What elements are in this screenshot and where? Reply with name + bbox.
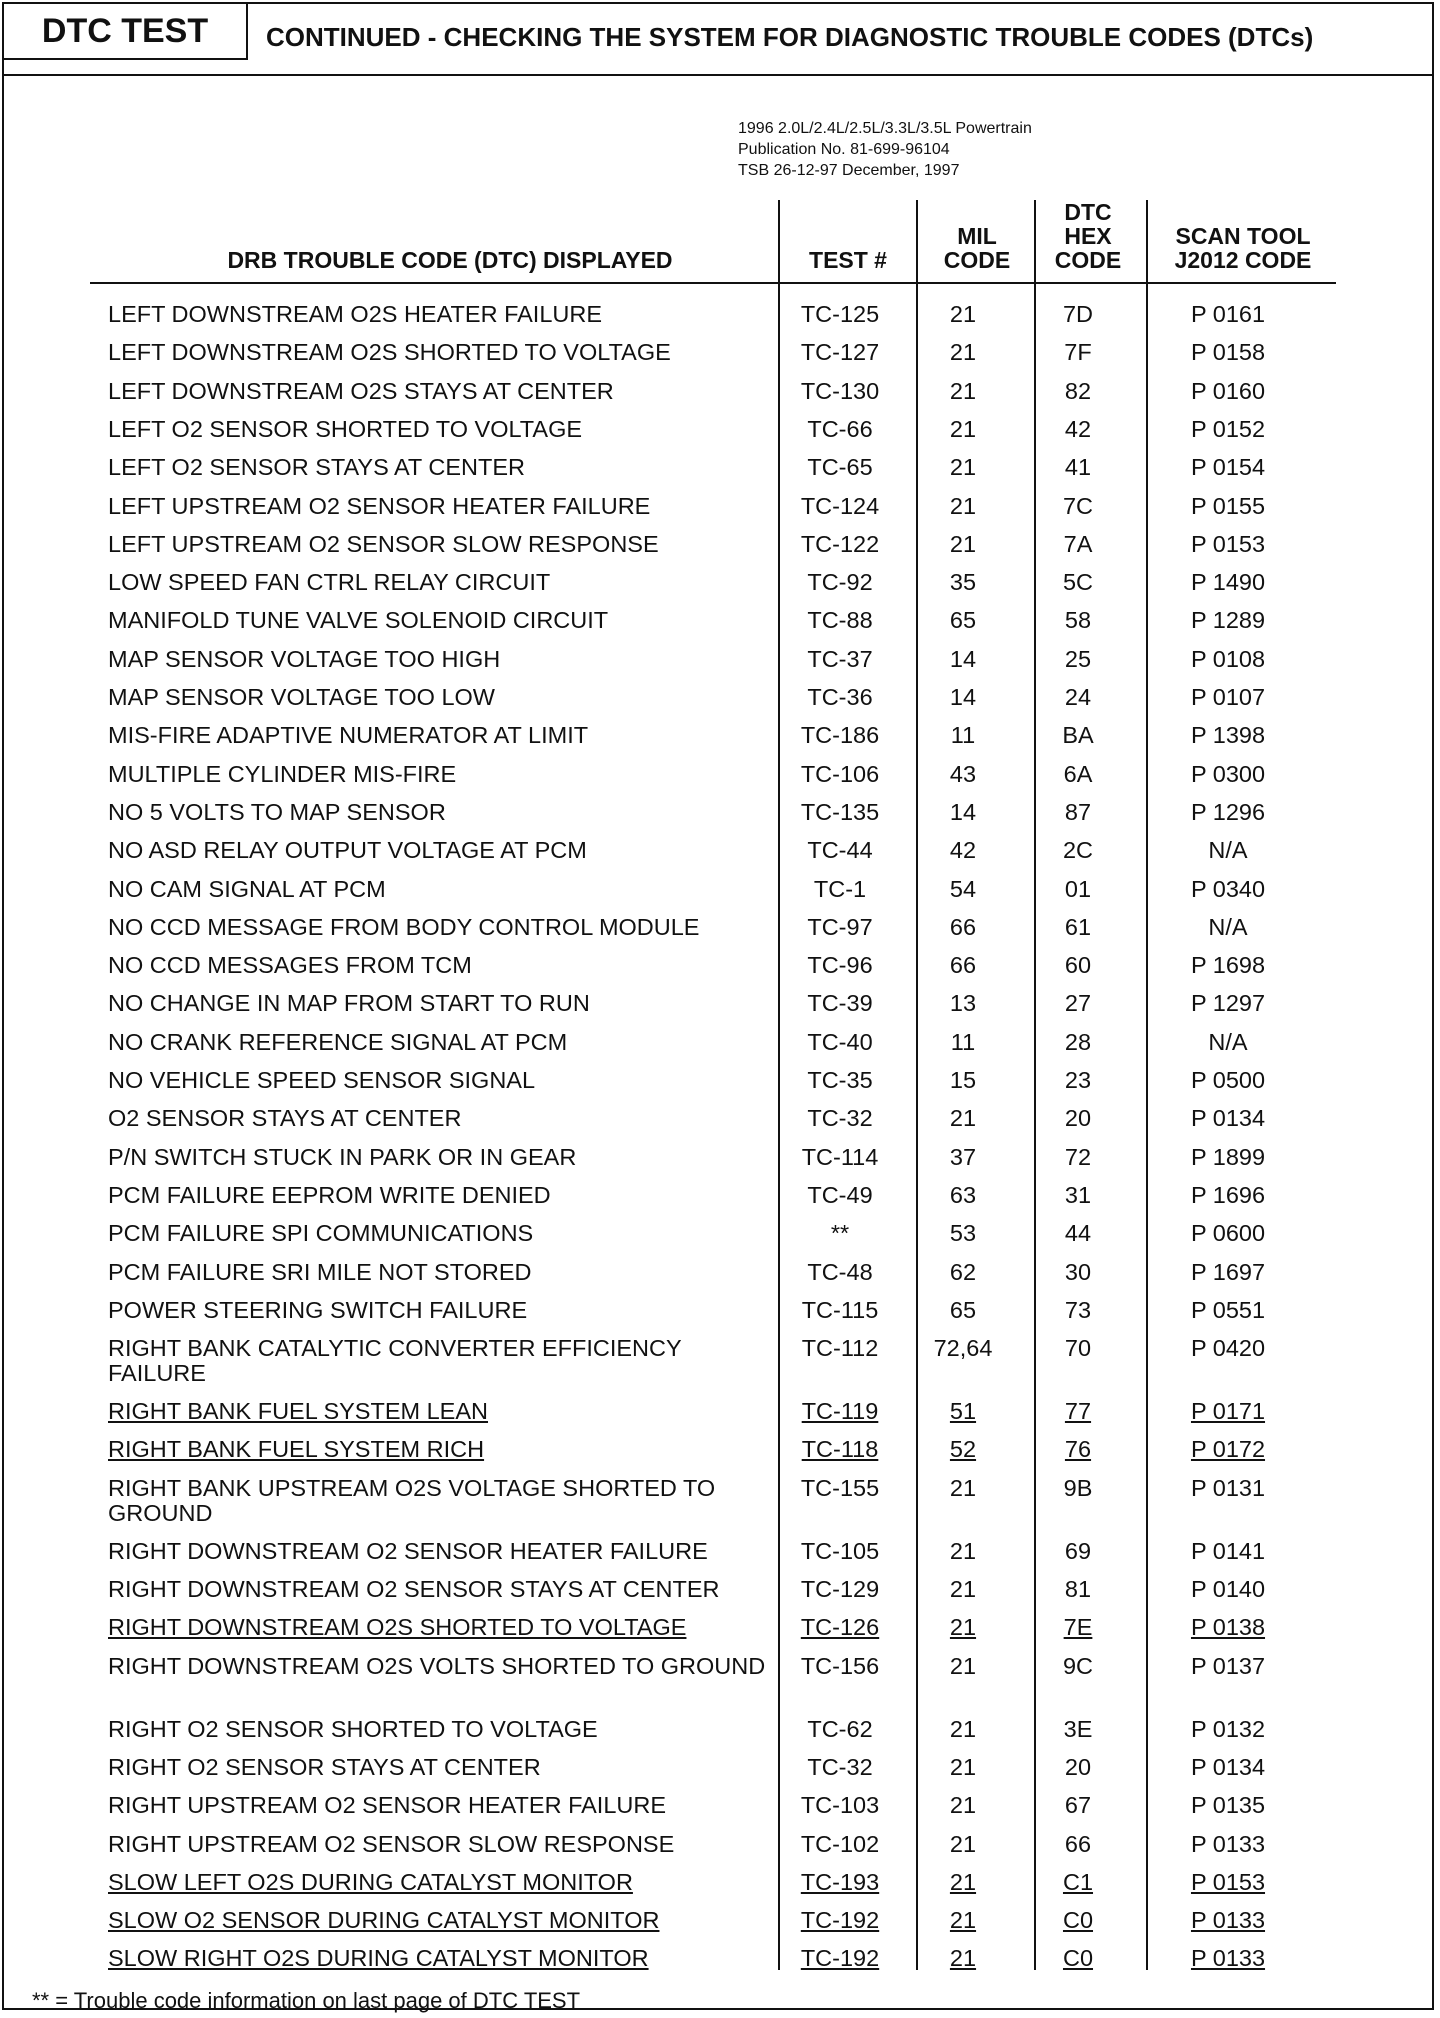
hex-code-cell: 60 [1064,952,1092,979]
column-header-label: CODE [1054,247,1122,273]
mil-code-cell: 13 [949,990,977,1017]
dtc-cell: PCM FAILURE EEPROM WRITE DENIED [108,1181,551,1208]
hex-code-cell: 25 [1064,645,1092,672]
hex-code-cell: 7A [1063,530,1093,557]
scan-tool-code-cell: P 0172 [1190,1436,1266,1463]
hex-code-cell: 7D [1062,301,1094,327]
test-number-cell: TC-129 [800,1576,880,1602]
dtc-cell: LEFT UPSTREAM O2 SENSOR SLOW RESPONSE [108,530,659,557]
test-number-cell: TC-118 [801,1436,879,1463]
mil-code-cell: 21 [949,339,977,366]
footnote: ** = Trouble code information on last page of DTC TEST [32,1988,581,2013]
test-number-cell: TC-127 [800,339,880,366]
dtc-cell: RIGHT UPSTREAM O2 SENSOR SLOW RESPONSE [108,1830,675,1857]
scan-tool-code-cell: P 0152 [1190,415,1266,442]
scan-tool-code-cell: P 0420 [1190,1335,1266,1362]
mil-code-cell: 14 [949,798,977,825]
hex-code-cell: 9C [1062,1652,1094,1679]
scan-tool-code-cell: P 1899 [1190,1143,1266,1170]
scan-tool-code-cell: P 0141 [1190,1537,1266,1564]
hex-code-cell: 66 [1064,1830,1092,1857]
hex-code-cell: 3E [1063,1715,1093,1742]
dtc-cell: RIGHT DOWNSTREAM O2 SENSOR HEATER FAILURE [108,1537,708,1564]
publication-line: TSB 26-12-97 December, 1997 [738,162,960,179]
dtc-cell: NO CRANK REFERENCE SIGNAL AT PCM [108,1028,568,1055]
test-number-cell: TC-106 [800,760,880,787]
test-number-cell: TC-97 [807,913,873,940]
scan-tool-code-cell: P 0137 [1190,1652,1266,1679]
test-number-cell: TC-155 [800,1474,880,1501]
test-number-cell: TC-119 [801,1398,879,1425]
column-header-label: TEST # [809,247,887,273]
dtc-cell: O2 SENSOR STAYS AT CENTER [108,1105,462,1132]
dtc-cell: RIGHT DOWNSTREAM O2 SENSOR STAYS AT CENTER [108,1576,720,1602]
scan-tool-code-cell: P 0138 [1190,1614,1266,1641]
column-header-label: MIL [957,223,997,249]
dtc-cell: NO 5 VOLTS TO MAP SENSOR [108,798,446,825]
mil-code-cell: 21 [949,454,977,481]
hex-code-cell: C0 [1062,1907,1094,1934]
test-number-cell: TC-1 [813,875,867,902]
test-number-cell: TC-88 [807,607,873,634]
dtc-cell: LEFT DOWNSTREAM O2S STAYS AT CENTER [108,377,614,404]
hex-code-cell: 31 [1064,1181,1092,1208]
mil-code-cell: 21 [949,492,977,519]
dtc-cell: RIGHT BANK CATALYTIC CONVERTER EFFICIENCY FAILURE [108,1335,682,1387]
test-number-cell: TC-126 [800,1614,880,1641]
test-number-cell: TC-193 [800,1868,880,1895]
dtc-cell: MIS-FIRE ADAPTIVE NUMERATOR AT LIMIT [108,722,589,749]
mil-code-cell: 54 [949,875,977,902]
dtc-cell: RIGHT DOWNSTREAM O2S VOLTS SHORTED TO GROUND [108,1652,766,1679]
scan-tool-code-cell: P 0171 [1190,1398,1266,1425]
hex-code-cell: 42 [1064,415,1092,442]
dtc-cell: SLOW O2 SENSOR DURING CATALYST MONITOR [108,1907,660,1934]
scan-tool-code-cell: N/A [1208,913,1248,940]
dtc-cell: LOW SPEED FAN CTRL RELAY CIRCUIT [108,569,551,596]
test-number-cell: TC-40 [807,1028,873,1055]
scan-tool-code-cell: P 1698 [1190,952,1266,979]
dtc-cell: LEFT O2 SENSOR STAYS AT CENTER [108,454,526,481]
test-number-cell: TC-112 [801,1335,879,1362]
test-number-cell: TC-62 [807,1715,873,1742]
column-header-label: J2012 CODE [1174,247,1312,273]
mil-code-cell: 21 [949,530,977,557]
dtc-cell: POWER STEERING SWITCH FAILURE [108,1296,528,1323]
dtc-cell: NO CCD MESSAGE FROM BODY CONTROL MODULE [108,913,700,940]
publication-info [738,118,1032,181]
scan-tool-code-cell: P 0133 [1190,1830,1266,1857]
mil-code-cell: 51 [949,1398,977,1425]
scan-tool-code-cell: P 1490 [1190,569,1266,596]
scan-tool-code-cell: P 1289 [1190,607,1266,634]
hex-code-cell: 7E [1063,1614,1093,1641]
dtc-cell: LEFT DOWNSTREAM O2S SHORTED TO VOLTAGE [108,339,671,366]
mil-code-cell: 21 [949,415,977,442]
scan-tool-code-cell: P 0153 [1190,530,1266,557]
mil-code-cell: 37 [949,1143,977,1170]
dtc-cell: RIGHT BANK FUEL SYSTEM RICH [108,1436,485,1463]
test-number-cell: TC-65 [807,454,873,481]
hex-code-cell: C1 [1062,1868,1094,1895]
dtc-cell: NO CAM SIGNAL AT PCM [108,875,386,902]
dtc-cell: RIGHT BANK FUEL SYSTEM LEAN [108,1398,489,1425]
dtc-cell: RIGHT O2 SENSOR STAYS AT CENTER [108,1753,541,1780]
scan-tool-code-cell: P 1297 [1190,990,1266,1017]
dtc-cell: RIGHT UPSTREAM O2 SENSOR HEATER FAILURE [108,1792,667,1819]
test-number-cell: TC-32 [807,1753,873,1780]
test-number-cell: TC-49 [807,1181,873,1208]
scan-tool-code-cell: P 0108 [1190,645,1266,672]
hex-code-cell: 67 [1064,1792,1092,1819]
scan-tool-code-cell: P 0134 [1190,1105,1266,1132]
page-header [4,4,1432,76]
dtc-cell: NO CHANGE IN MAP FROM START TO RUN [108,990,590,1017]
hex-code-cell: 81 [1064,1576,1092,1602]
test-number-cell: TC-124 [800,492,880,519]
mil-code-cell: 21 [949,1576,977,1602]
mil-code-cell: 35 [949,569,977,596]
test-number-cell: TC-192 [800,1945,880,1972]
scan-tool-code-cell: P 0340 [1190,875,1266,902]
dtc-cell: MAP SENSOR VOLTAGE TOO LOW [108,684,495,710]
scan-tool-code-cell: P 0551 [1190,1296,1266,1323]
scan-tool-code-cell: P 0600 [1190,1220,1266,1247]
mil-code-cell: 11 [950,1028,976,1055]
scan-tool-code-cell: P 0155 [1190,492,1266,519]
dtc-cell: MANIFOLD TUNE VALVE SOLENOID CIRCUIT [108,607,609,634]
mil-code-cell: 14 [949,645,977,672]
hex-code-cell: 82 [1064,377,1092,404]
mil-code-cell: 62 [949,1258,977,1285]
dtc-cell: SLOW LEFT O2S DURING CATALYST MONITOR [108,1868,633,1895]
scan-tool-code-cell: P 0161 [1190,301,1266,327]
test-number-cell: TC-44 [807,837,873,864]
dtc-cell: LEFT O2 SENSOR SHORTED TO VOLTAGE [108,415,583,442]
dtc-cell: PCM FAILURE SRI MILE NOT STORED [108,1258,532,1285]
scan-tool-code-cell: P 1697 [1190,1258,1266,1285]
mil-code-cell: 21 [949,1868,977,1895]
scan-tool-code-cell: N/A [1208,1028,1248,1055]
mil-code-cell: 72,64 [933,1335,993,1362]
test-number-cell: TC-115 [801,1296,879,1323]
hex-code-cell: 6A [1063,760,1093,787]
hex-code-cell: 9B [1063,1474,1093,1501]
hex-code-cell: C0 [1062,1945,1094,1972]
test-number-cell: TC-92 [807,569,873,596]
hex-code-cell: 01 [1064,875,1092,902]
header-divider [90,282,1336,284]
mil-code-cell: 14 [949,684,977,710]
test-number-cell: TC-114 [801,1143,879,1170]
dtc-cell: LEFT UPSTREAM O2 SENSOR HEATER FAILURE [108,492,651,519]
scan-tool-code-cell: P 0154 [1190,454,1266,481]
scan-tool-code-cell: P 0158 [1190,339,1266,366]
mil-code-cell: 65 [949,607,977,634]
mil-code-cell: 21 [949,1715,977,1742]
hex-code-cell: 5C [1062,569,1094,596]
mil-code-cell: 21 [949,1652,977,1679]
dtc-cell: SLOW RIGHT O2S DURING CATALYST MONITOR [108,1945,649,1972]
hex-code-cell: 58 [1064,607,1092,634]
test-number-cell: TC-135 [800,798,880,825]
mil-code-cell: 21 [949,301,977,327]
dtc-cell: RIGHT BANK UPSTREAM O2S VOLTAGE SHORTED TO GROUND [108,1474,716,1526]
scan-tool-code-cell: P 0132 [1190,1715,1266,1742]
test-number-cell: TC-37 [807,645,873,672]
scan-tool-code-cell: P 0153 [1190,1868,1266,1895]
mil-code-cell: 21 [949,1830,977,1857]
scan-tool-code-cell: P 0135 [1190,1792,1266,1819]
hex-code-cell: 76 [1064,1436,1092,1463]
dtc-cell: NO ASD RELAY OUTPUT VOLTAGE AT PCM [108,837,587,864]
test-number-cell: TC-66 [807,415,873,442]
scan-tool-code-cell: P 0500 [1190,1067,1266,1093]
column-header-dtc [190,248,710,272]
test-number-cell: TC-156 [800,1652,880,1679]
scan-tool-code-cell: P 0133 [1190,1945,1266,1972]
hex-code-cell: 20 [1064,1753,1092,1780]
column-header-mil [922,224,1032,272]
scan-tool-code-cell: P 1296 [1190,798,1266,825]
column-header-scan [1148,224,1338,272]
scan-tool-code-cell: P 0160 [1190,377,1266,404]
test-number-cell: TC-125 [800,301,880,327]
test-number-cell: TC-102 [800,1830,880,1857]
mil-code-cell: 53 [949,1220,977,1247]
dtc-cell: MULTIPLE CYLINDER MIS-FIRE [108,760,457,787]
mil-code-cell: 21 [949,1474,977,1501]
mil-code-cell: 11 [950,722,976,749]
hex-code-cell: 72 [1064,1143,1092,1170]
column-header-label: DRB TROUBLE CODE (DTC) DISPLAYED [227,247,673,273]
scan-tool-code-cell: P 1696 [1190,1181,1266,1208]
test-number-cell: TC-105 [800,1537,880,1564]
mil-code-cell: 21 [949,1614,977,1641]
test-number-cell: TC-192 [800,1907,880,1934]
column-header-label: CODE [943,247,1011,273]
hex-code-cell: 23 [1064,1067,1092,1093]
scan-tool-code-cell: P 0107 [1190,684,1266,710]
dtc-cell: PCM FAILURE SPI COMMUNICATIONS [108,1220,534,1247]
test-number-cell: ** [830,1220,850,1247]
publication-line: Publication No. 81-699-96104 [738,141,950,158]
mil-code-cell: 15 [949,1067,977,1093]
scan-tool-code-cell: P 0134 [1190,1753,1266,1780]
scan-tool-code-cell: P 0140 [1190,1576,1266,1602]
scan-tool-code-cell: P 1398 [1190,722,1266,749]
publication-line: 1996 2.0L/2.4L/2.5L/3.3L/3.5L Powertrain [738,120,1032,137]
dtc-cell: NO VEHICLE SPEED SENSOR SIGNAL [108,1067,536,1093]
mil-code-cell: 21 [949,1537,977,1564]
hex-code-cell: 7C [1062,492,1094,519]
hex-code-cell: 28 [1064,1028,1092,1055]
mil-code-cell: 21 [949,1945,977,1972]
mil-code-cell: 42 [949,837,977,864]
test-number-cell: TC-122 [800,530,880,557]
test-number-cell: TC-48 [807,1258,873,1285]
mil-code-cell: 21 [949,1105,977,1132]
test-number-cell: TC-130 [800,377,880,404]
mil-code-cell: 65 [949,1296,977,1323]
column-header-label: SCAN TOOL [1175,223,1311,249]
mil-code-cell: 21 [949,1753,977,1780]
section-tab: DTC TEST [4,4,248,60]
scan-tool-code-cell: P 0131 [1190,1474,1266,1501]
hex-code-cell: 30 [1064,1258,1092,1285]
hex-code-cell: 87 [1064,798,1092,825]
hex-code-cell: 73 [1064,1296,1092,1323]
dtc-cell: MAP SENSOR VOLTAGE TOO HIGH [108,645,501,672]
scan-tool-code-cell: N/A [1208,837,1248,864]
hex-code-cell: 70 [1064,1335,1092,1362]
column-header-label: DTC [1064,199,1112,225]
hex-code-cell: 44 [1064,1220,1092,1247]
mil-code-cell: 52 [949,1436,977,1463]
test-number-cell: TC-39 [807,990,873,1017]
hex-code-cell: 7F [1064,339,1092,366]
test-number-cell: TC-32 [807,1105,873,1132]
column-header-test [788,248,908,272]
test-number-cell: TC-96 [807,952,873,979]
test-number-cell: TC-36 [807,684,873,710]
test-number-cell: TC-103 [800,1792,880,1819]
hex-code-cell: 69 [1064,1537,1092,1564]
hex-code-cell: 2C [1062,837,1094,864]
hex-code-cell: 77 [1064,1398,1092,1425]
hex-code-cell: BA [1062,722,1094,749]
hex-code-cell: 27 [1064,990,1092,1017]
mil-code-cell: 66 [949,913,977,940]
dtc-cell: NO CCD MESSAGES FROM TCM [108,952,472,979]
scan-tool-code-cell: P 0133 [1190,1907,1266,1934]
mil-code-cell: 63 [949,1181,977,1208]
scan-tool-code-cell: P 0300 [1190,760,1266,787]
dtc-cell: LEFT DOWNSTREAM O2S HEATER FAILURE [108,301,603,327]
mil-code-cell: 43 [949,760,977,787]
dtc-cell: RIGHT O2 SENSOR SHORTED TO VOLTAGE [108,1715,598,1742]
test-number-cell: TC-35 [807,1067,873,1093]
dtc-cell: P/N SWITCH STUCK IN PARK OR IN GEAR [108,1143,577,1170]
mil-code-cell: 21 [949,377,977,404]
page-title: CONTINUED - CHECKING THE SYSTEM FOR DIAGNOSTIC TROUBLE CODES (DTCs) [266,22,1314,52]
hex-code-cell: 24 [1064,684,1092,710]
hex-code-cell: 61 [1064,913,1092,940]
test-number-cell: TC-186 [800,722,880,749]
column-header-hex [1038,200,1138,272]
mil-code-cell: 66 [949,952,977,979]
hex-code-cell: 41 [1064,454,1092,481]
mil-code-cell: 21 [949,1907,977,1934]
dtc-cell: RIGHT DOWNSTREAM O2S SHORTED TO VOLTAGE [108,1614,687,1641]
column-header-label: HEX [1064,223,1112,249]
hex-code-cell: 20 [1064,1105,1092,1132]
mil-code-cell: 21 [949,1792,977,1819]
